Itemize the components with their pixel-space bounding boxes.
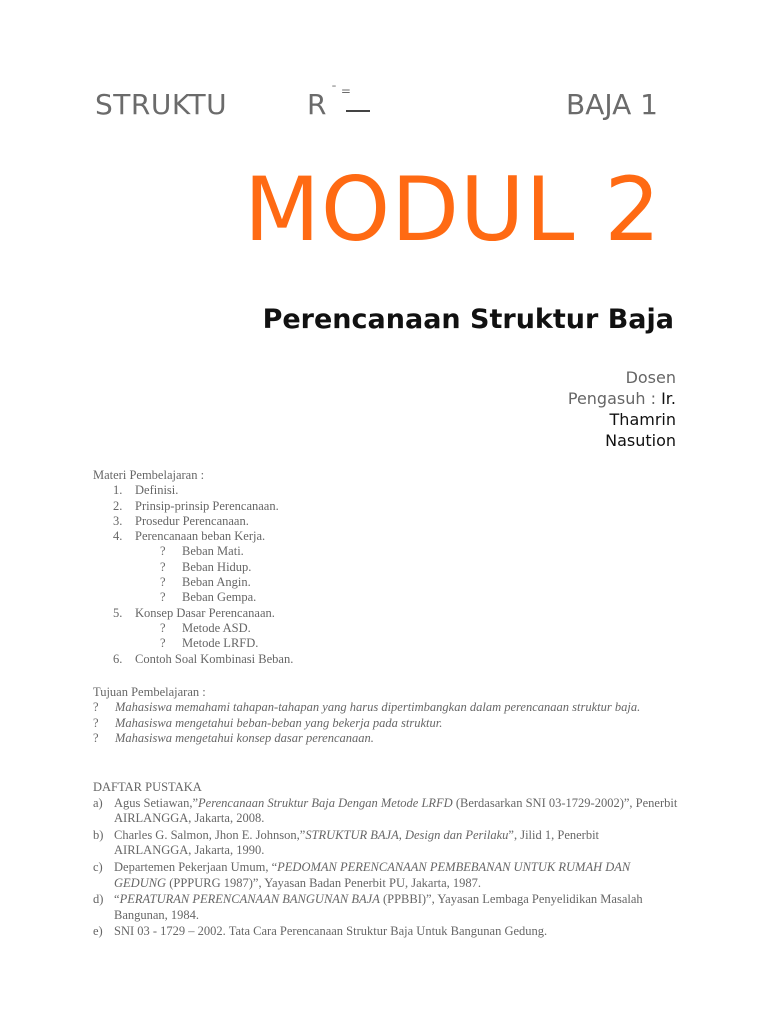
reference-item: c) Departemen Pekerjaan Umum, “PEDOMAN PERENCANAAN PEMBEBANAN UNTUK RUMAH DAN GEDUNG (PPPURG 1987)”, Yayasan Badan Penerbit PU, Jakarta, 1987.: [93, 859, 631, 890]
materi-sublist-5: [93, 621, 693, 652]
list-item: 5. Konsep Dasar Perencanaan.: [113, 605, 275, 620]
reference-item: a) Agus Setiawan,”Perencanaan Struktur Baja Dengan Metode LRFD (Berdasarkan SNI 03-1729-2002)”, Penerbit AIRLANGGA, Jakarta, 2008.: [93, 795, 678, 826]
list-item: 4. Perencanaan beban Kerja.: [113, 529, 266, 544]
pustaka-section: [93, 780, 678, 941]
header-course-right: BAJA 1: [566, 88, 658, 121]
subtitle: Perencanaan Struktur Baja: [262, 304, 674, 335]
bullet-icon: ?: [93, 730, 99, 745]
pustaka-title: DAFTAR PUSTAKA: [93, 780, 202, 794]
list-item: ? Beban Angin.: [160, 575, 251, 590]
materi-title: Materi Pembelajaran :: [93, 468, 205, 482]
list-item: ? Metode ASD.: [160, 620, 251, 635]
lecturer-label-2: Pengasuh : Ir.: [567, 389, 676, 408]
bullet-icon: ?: [160, 620, 166, 635]
module-title: MODUL 2: [244, 158, 662, 261]
bullet-icon: ?: [160, 590, 166, 605]
list-item: 1. Definisi.: [113, 483, 179, 498]
header-underline-mark: [346, 110, 370, 112]
materi-list-end: [93, 652, 693, 667]
list-item: ? Mahasiswa mengetahui konsep dasar perencanaan.: [93, 730, 374, 745]
reference-item: e) SNI 03 - 1729 – 2002. Tata Cara Perencanaan Struktur Baja Untuk Bangunan Gedung.: [93, 924, 548, 939]
tujuan-title: Tujuan Pembelajaran :: [93, 685, 206, 699]
tujuan-section: [93, 685, 653, 746]
list-item: 3. Prosedur Perencanaan.: [113, 513, 249, 528]
lecturer-block: [516, 367, 676, 451]
bullet-icon: ?: [93, 715, 99, 730]
list-item: 6. Contoh Soal Kombinasi Beban.: [113, 651, 294, 666]
list-item: 2. Prinsip-prinsip Perencanaan.: [113, 498, 279, 513]
header-fragment: ¯ =: [331, 84, 351, 98]
header-course-r: R: [307, 88, 327, 121]
list-item: ? Mahasiswa memahami tahapan-tahapan yang harus dipertimbangkan dalam perencanaan struktur baja.: [93, 700, 641, 715]
lecturer-name-2: Nasution: [605, 431, 676, 450]
reference-item: b) Charles G. Salmon, Jhon E. Johnson,”STRUKTUR BAJA, Design dan Perilaku”, Jilid 1, Penerbit AIRLANGGA, Jakarta, 1990.: [93, 827, 600, 858]
materi-section: [93, 468, 693, 667]
lecturer-title: Ir.: [661, 389, 676, 408]
list-item: ? Beban Gempa.: [160, 590, 257, 605]
bullet-icon: ?: [93, 700, 99, 715]
list-item: ? Metode LRFD.: [160, 636, 259, 651]
list-item: ? Mahasiswa mengetahui beban-beban yang bekerja pada struktur.: [93, 715, 443, 730]
header-course-left: STRUKTU: [95, 88, 228, 121]
bullet-icon: ?: [160, 559, 166, 574]
materi-list-cont: [93, 606, 693, 621]
reference-item: d) “PERATURAN PERENCANAAN BANGUNAN BAJA (PPBBI)”, Yayasan Lembaga Penyelidikan Masalah Bangunan, 1984.: [93, 892, 643, 922]
bullet-icon: ?: [160, 636, 166, 651]
lecturer-label: Dosen: [625, 368, 676, 387]
bullet-icon: ?: [160, 575, 166, 590]
bullet-icon: ?: [160, 544, 166, 559]
list-item: ? Beban Hidup.: [160, 559, 252, 574]
list-item: ? Beban Mati.: [160, 544, 244, 559]
materi-sublist-4: [93, 544, 693, 605]
lecturer-name-1: Thamrin: [609, 410, 676, 429]
materi-list: [93, 483, 693, 544]
